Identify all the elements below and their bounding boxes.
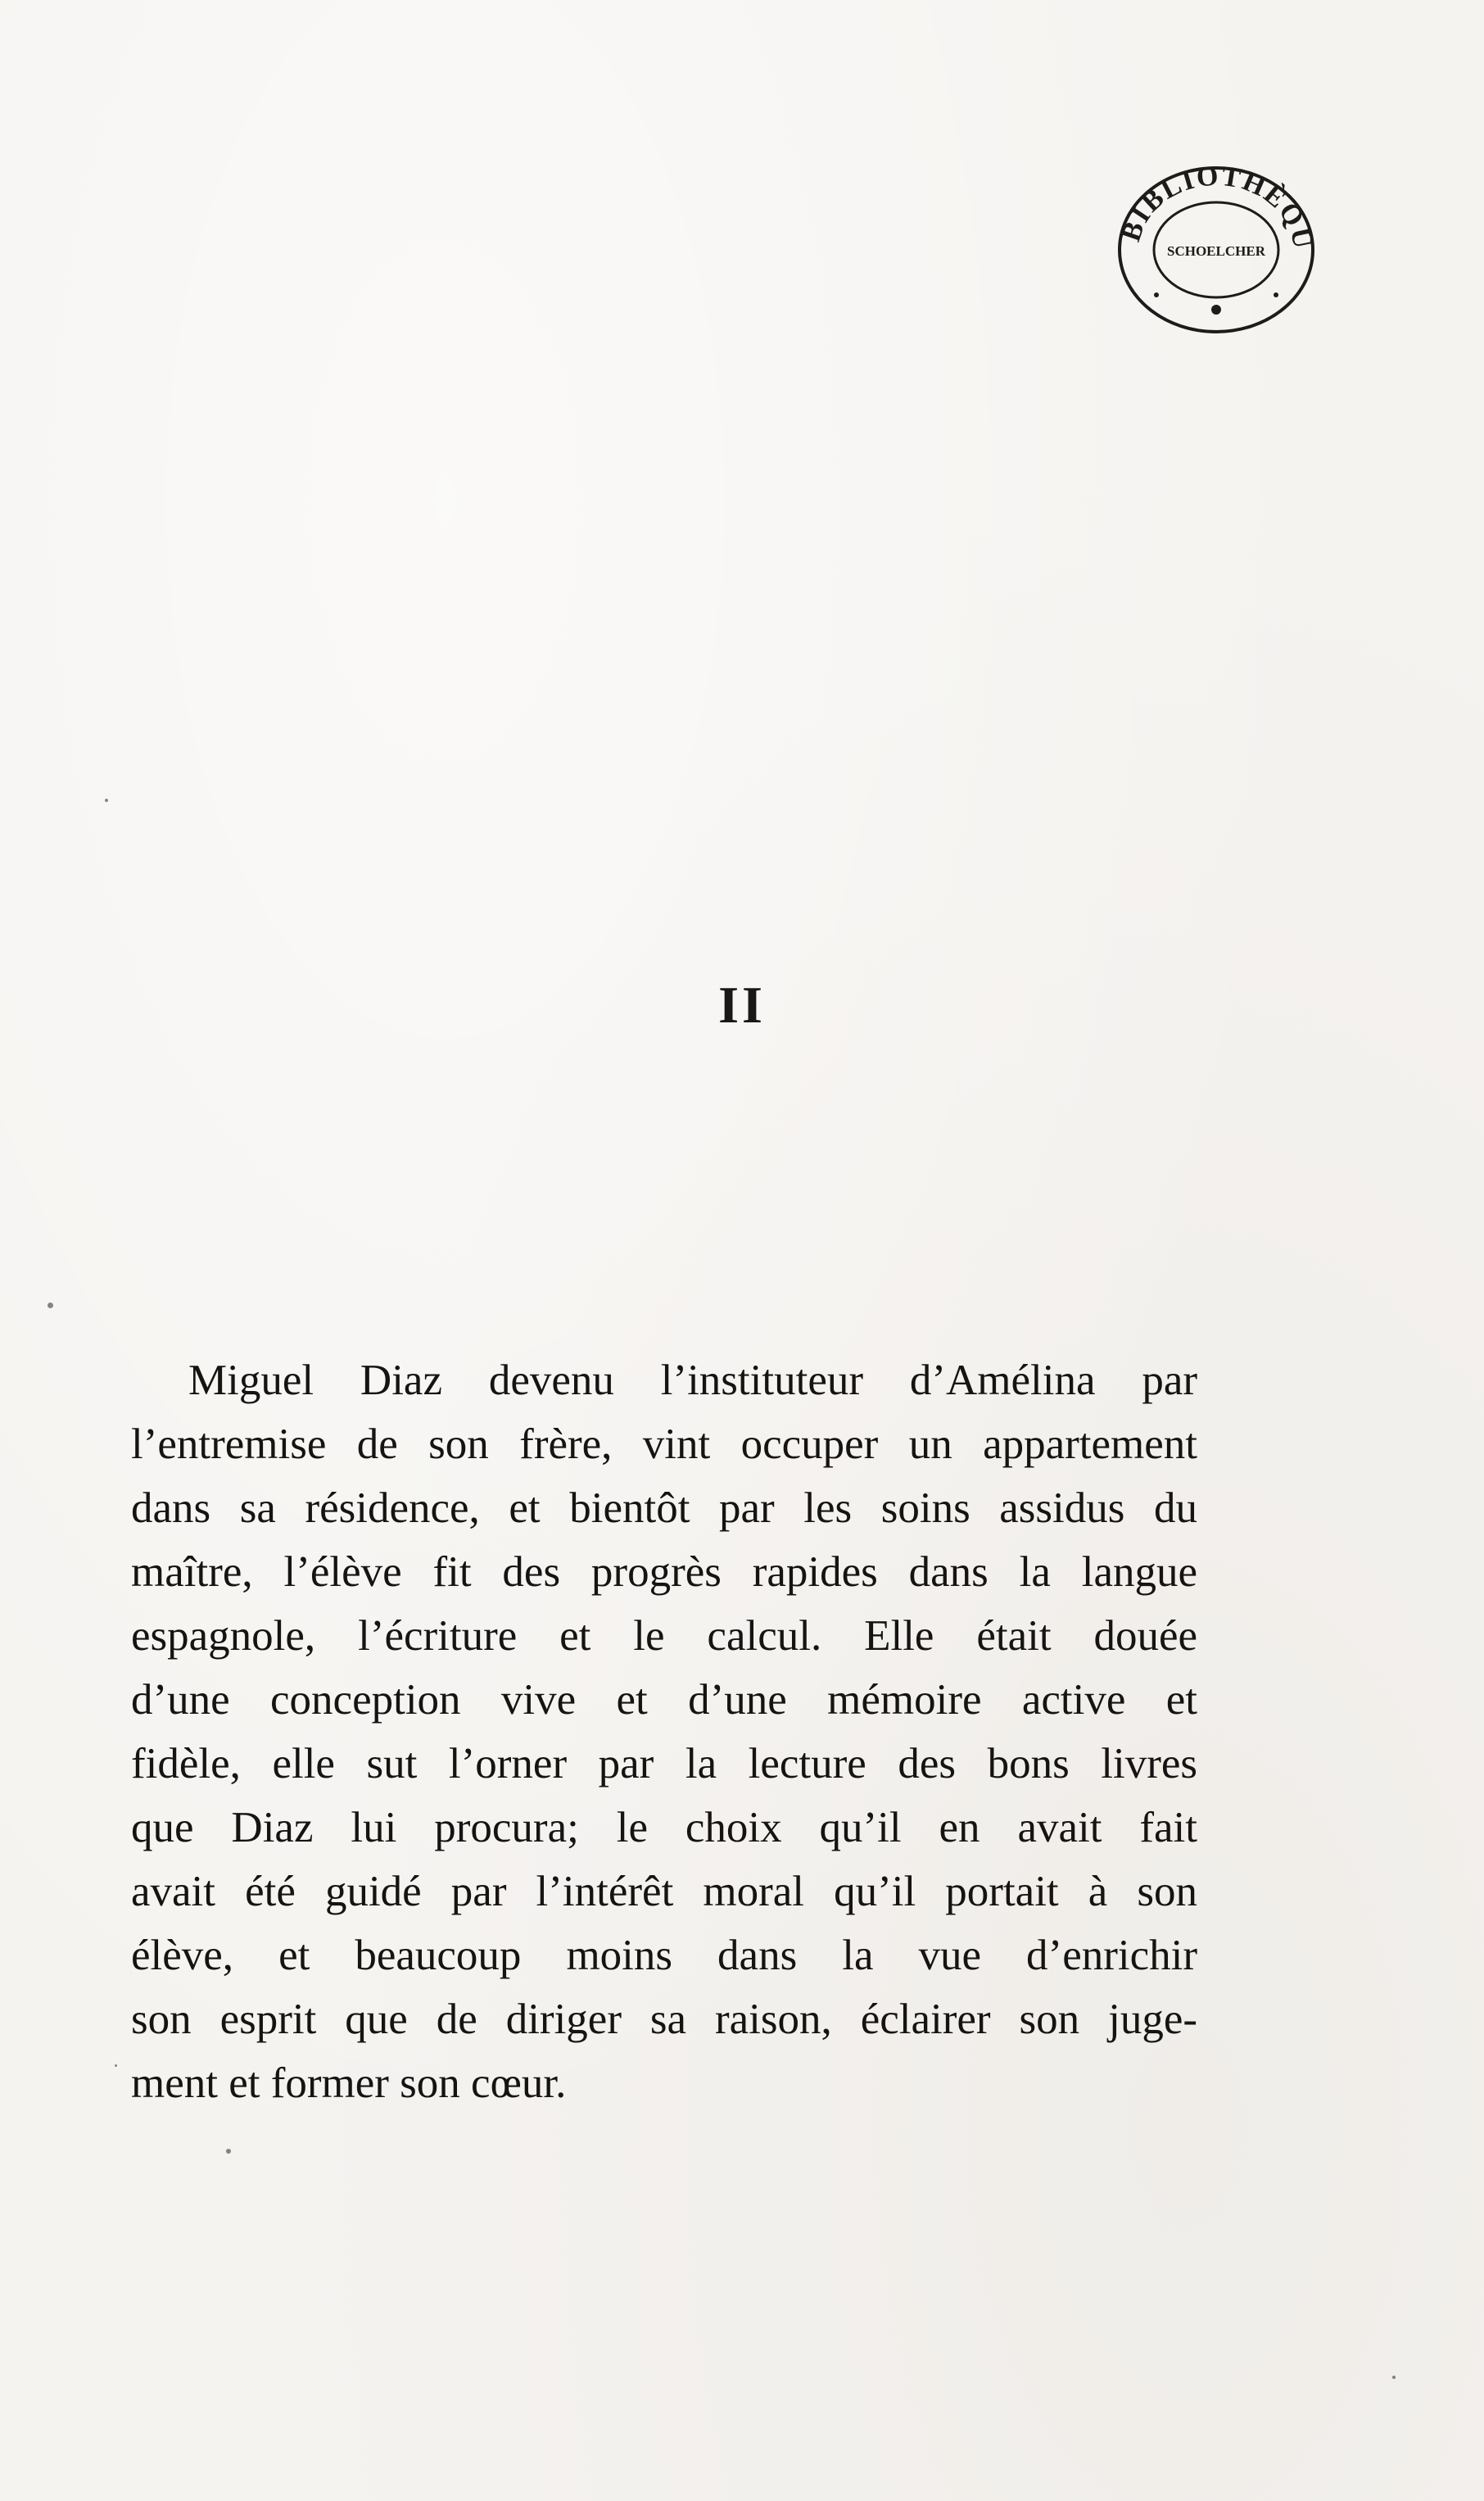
text-line-6: d’une conception vive et d’une mémoire active et	[131, 1676, 1197, 1724]
paper-speck	[105, 799, 108, 802]
paper-speck	[48, 1303, 53, 1308]
text-line-10: élève, et beaucoup moins dans la vue d’enrichir	[131, 1932, 1197, 1979]
text-line-4: maître, l’élève fit des progrès rapides dans la langue	[131, 1548, 1197, 1596]
paper-speck	[1392, 2376, 1396, 2379]
library-stamp	[1114, 156, 1319, 336]
library-stamp-graphic	[1114, 156, 1319, 336]
paper-speck	[226, 2149, 231, 2154]
paragraph	[131, 1348, 1197, 2115]
text-line-7: fidèle, elle sut l’orner par la lecture des bons livres	[131, 1740, 1197, 1787]
chapter-number: II	[718, 976, 766, 1034]
paper-speck	[115, 2064, 117, 2067]
stamp-center-text: SCHOELCHER	[1167, 243, 1265, 259]
text-line-5: espagnole, l’écriture et le calcul. Elle était douée	[131, 1612, 1197, 1660]
text-line-1: Miguel Diaz devenu l’instituteur d’Amélina par	[188, 1357, 1197, 1404]
text-line-2: l’entremise de son frère, vint occuper un appartement	[131, 1420, 1197, 1468]
text-line-9: avait été guidé par l’intérêt moral qu’il portait à son	[131, 1868, 1197, 1915]
text-line-3: dans sa résidence, et bientôt par les soins assidus du	[131, 1484, 1197, 1532]
bleed-through-shadow	[123, 279, 1212, 343]
text-line-8: que Diaz lui procura; le choix qu’il en avait fait	[131, 1804, 1197, 1851]
stamp-ring-text: BIBLIOTHÈQU	[1115, 161, 1319, 253]
text-line-12: ment et former son cœur.	[131, 2059, 567, 2107]
text-line-11: son esprit que de diriger sa raison, éclairer son juge-	[131, 1996, 1197, 2043]
